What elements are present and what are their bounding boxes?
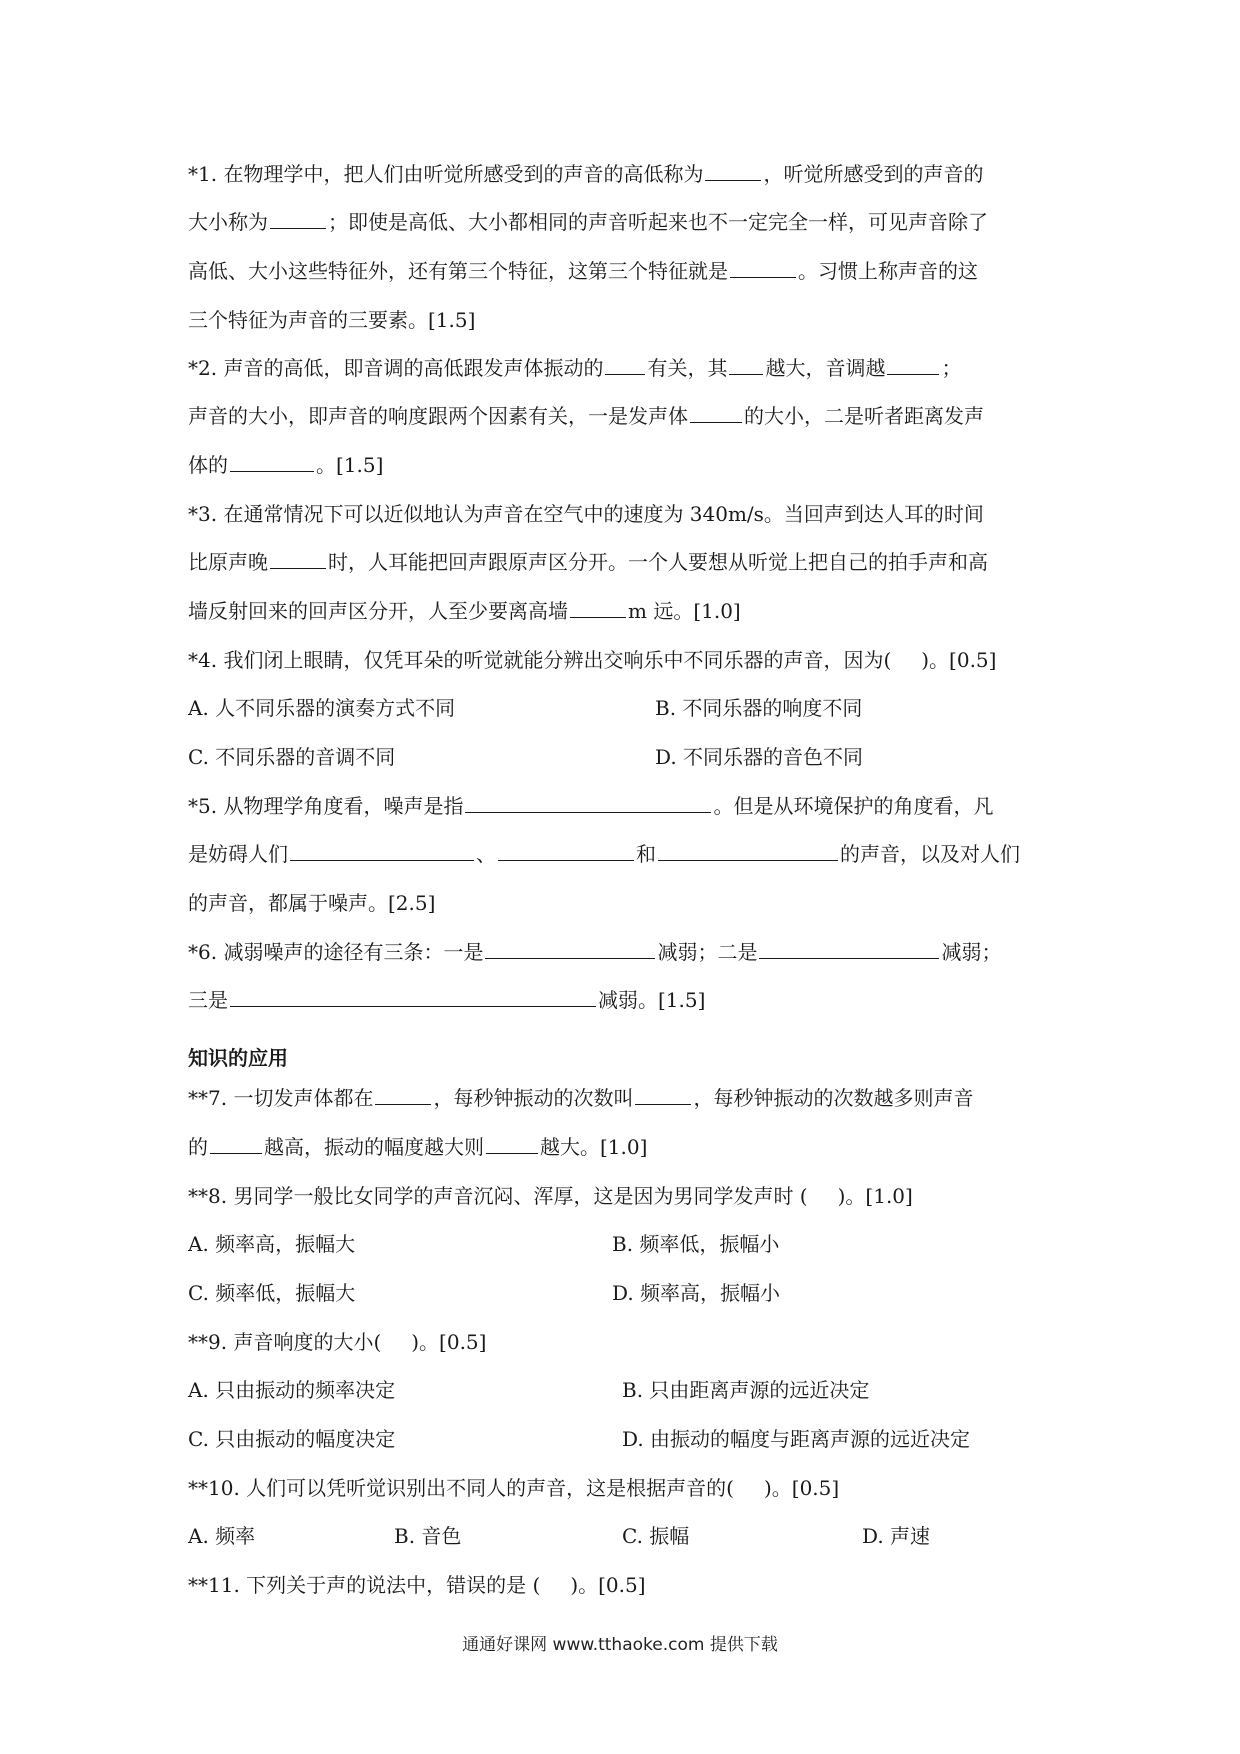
q2-line1: *2. 声音的高低，即音调的高低跟发声体振动的 有关，其 越大，音调越 ； xyxy=(188,356,962,380)
answer-blank[interactable] xyxy=(605,354,645,375)
q1-line3: 高低、大小这些特征外，还有第三个特征，这第三个特征就是 。习惯上称声音的这 xyxy=(188,259,978,283)
page-footer: 通通好课网 www.tthaoke.com 提供下载 xyxy=(462,1635,778,1655)
answer-blank[interactable] xyxy=(290,840,474,861)
answer-blank[interactable] xyxy=(658,840,838,861)
q8-option-a: A. 频率高，振幅大 xyxy=(188,1232,356,1256)
q9-option-c: C. 只由振动的幅度决定 xyxy=(188,1427,396,1451)
q7-line2: 的 越高，振动的幅度越大则 越大。[1.0] xyxy=(188,1135,648,1159)
q4-option-c: C. 不同乐器的音调不同 xyxy=(188,745,396,769)
answer-blank[interactable] xyxy=(887,354,939,375)
q4-option-d: D. 不同乐器的音色不同 xyxy=(655,745,864,769)
answer-blank[interactable] xyxy=(230,986,596,1007)
q7-line1: **7. 一切发声体都在 ，每秒钟振动的次数叫 ，每秒钟振动的次数越多则声音 xyxy=(188,1086,974,1110)
answer-blank[interactable] xyxy=(730,257,796,278)
q6-line2: 三是 减弱。[1.5] xyxy=(188,988,706,1012)
section-heading: 知识的应用 xyxy=(188,1046,288,1070)
q8-option-b: B. 频率低，振幅小 xyxy=(612,1232,780,1256)
q11-stem: **11. 下列关于声的说法中，错误的是 ( )。[0.5] xyxy=(188,1573,646,1597)
answer-blank[interactable] xyxy=(270,208,326,229)
q4-option-b: B. 不同乐器的响度不同 xyxy=(655,696,863,720)
q1-line1: *1. 在物理学中，把人们由听觉所感受到的声音的高低称为 ，听觉所感受到的声音的 xyxy=(188,162,984,186)
q2-line2: 声音的大小，即声音的响度跟两个因素有关，一是发声体 的大小，二是听者距离发声 xyxy=(188,404,984,428)
answer-blank[interactable] xyxy=(375,1084,431,1105)
q9-option-a: A. 只由振动的频率决定 xyxy=(188,1378,396,1402)
q4-option-a: A. 人不同乐器的演奏方式不同 xyxy=(188,696,456,720)
q1-line4: 三个特征为声音的三要素。[1.5] xyxy=(188,308,476,332)
answer-blank[interactable] xyxy=(270,548,326,569)
q8-option-d: D. 频率高，振幅小 xyxy=(612,1281,781,1305)
q4-stem: *4. 我们闭上眼睛，仅凭耳朵的听觉就能分辨出交响乐中不同乐器的声音，因为( )。[0.5] xyxy=(188,648,997,672)
q10-stem: **10. 人们可以凭听觉识别出不同人的声音，这是根据声音的( )。[0.5] xyxy=(188,1476,840,1500)
answer-blank[interactable] xyxy=(230,451,314,472)
answer-blank[interactable] xyxy=(498,840,634,861)
answer-blank[interactable] xyxy=(486,1133,538,1154)
q10-option-a: A. 频率 xyxy=(188,1524,256,1548)
q10-option-b: B. 音色 xyxy=(394,1524,462,1548)
answer-blank[interactable] xyxy=(759,938,939,959)
q5-line2: 是妨碍人们 、 和 的声音，以及对人们 xyxy=(188,842,1020,866)
q2-line3: 体的 。[1.5] xyxy=(188,453,384,477)
q6-line1: *6. 减弱噪声的途径有三条：一是 减弱；二是 减弱； xyxy=(188,940,1002,964)
answer-blank[interactable] xyxy=(570,597,626,618)
q3-line2: 比原声晚 时，人耳能把回声跟原声区分开。一个人要想从听觉上把自己的拍手声和高 xyxy=(188,550,988,574)
q5-line3: 的声音，都属于噪声。[2.5] xyxy=(188,891,436,915)
answer-blank[interactable] xyxy=(210,1133,262,1154)
q8-option-c: C. 频率低，振幅大 xyxy=(188,1281,356,1305)
answer-blank[interactable] xyxy=(705,160,761,181)
answer-blank[interactable] xyxy=(690,402,742,423)
q9-stem: **9. 声音响度的大小( )。[0.5] xyxy=(188,1330,487,1354)
q3-line1: *3. 在通常情况下可以近似地认为声音在空气中的速度为 340m/s。当回声到达人耳的时间 xyxy=(188,502,984,526)
answer-blank[interactable] xyxy=(465,792,711,813)
q3-line3: 墙反射回来的回声区分开，人至少要离高墙 m 远。[1.0] xyxy=(188,599,741,623)
q1-line2: 大小称为 ；即使是高低、大小都相同的声音听起来也不一定完全一样，可见声音除了 xyxy=(188,210,988,234)
answer-blank[interactable] xyxy=(635,1084,691,1105)
q9-option-b: B. 只由距离声源的远近决定 xyxy=(622,1378,870,1402)
q8-stem: **8. 男同学一般比女同学的声音沉闷、浑厚，这是因为男同学发声时 ( )。[1.0] xyxy=(188,1184,913,1208)
q9-option-d: D. 由振动的幅度与距离声源的远近决定 xyxy=(622,1427,971,1451)
q10-option-d: D. 声速 xyxy=(862,1524,931,1548)
q5-line1: *5. 从物理学角度看，噪声是指 。但是从环境保护的角度看，凡 xyxy=(188,794,994,818)
q10-option-c: C. 振幅 xyxy=(622,1524,690,1548)
answer-blank[interactable] xyxy=(485,938,655,959)
answer-blank[interactable] xyxy=(729,354,763,375)
